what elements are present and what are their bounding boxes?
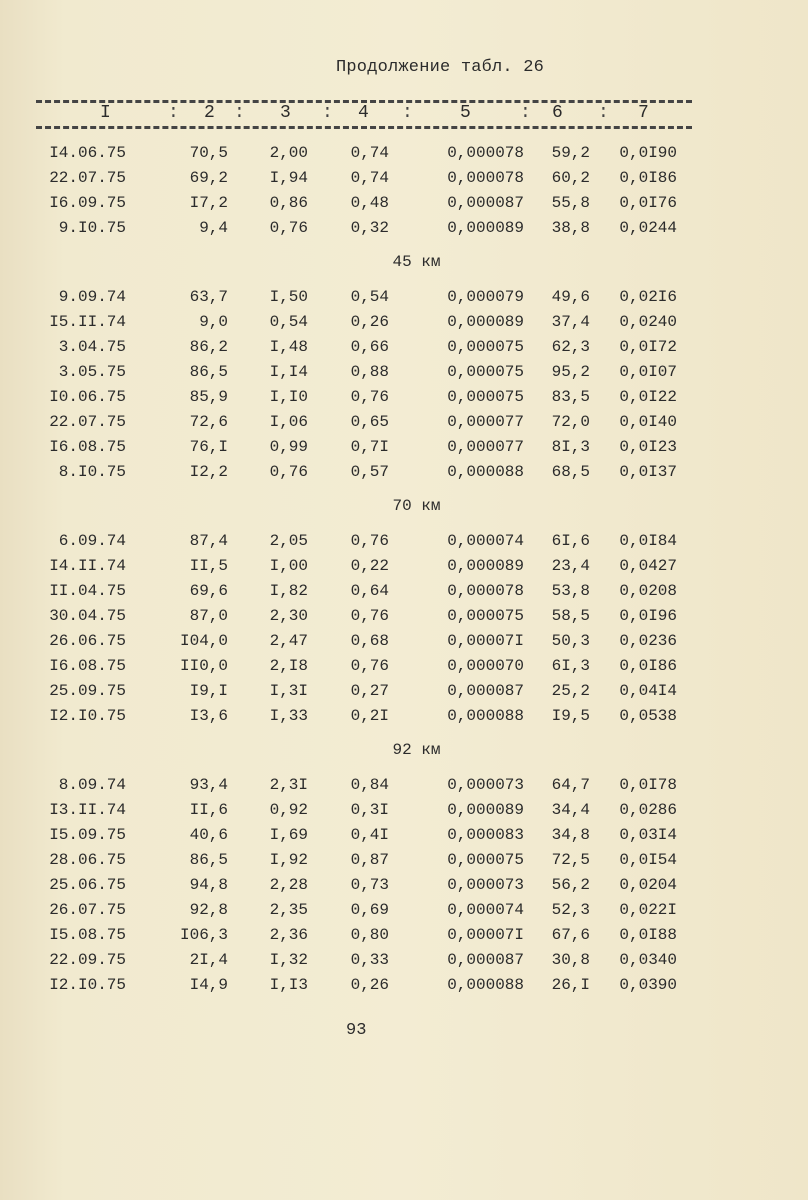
col5-cell: 0,000089 xyxy=(447,800,524,819)
col3-cell: I,32 xyxy=(269,950,308,969)
col7-cell: 0,03I4 xyxy=(619,825,677,844)
col4-cell: 0,88 xyxy=(350,362,389,381)
date-cell: 26.07.75 xyxy=(49,900,126,919)
col4-cell: 0,32 xyxy=(350,218,389,237)
date-cell: I2.I0.75 xyxy=(49,975,126,994)
col3-cell: 2,3I xyxy=(269,775,308,794)
col3-cell: I,I3 xyxy=(269,975,308,994)
col4-cell: 0,26 xyxy=(350,312,389,331)
table-row xyxy=(36,872,677,897)
col5-cell: 0,000088 xyxy=(447,706,524,725)
col4-cell: 0,22 xyxy=(350,556,389,575)
col6-cell: 8I,3 xyxy=(551,437,590,456)
col7-cell: 0,0538 xyxy=(619,706,677,725)
date-cell: 3.05.75 xyxy=(58,362,126,381)
col7-cell: 0,0244 xyxy=(619,218,677,237)
col7-cell: 0,0I90 xyxy=(619,143,677,162)
col3-cell: 0,92 xyxy=(269,800,308,819)
section-heading-row xyxy=(36,728,677,772)
col7-cell: 0,0I96 xyxy=(619,606,677,625)
table-row xyxy=(36,528,677,553)
date-cell: I2.I0.75 xyxy=(49,706,126,725)
col5-cell: 0,000075 xyxy=(447,362,524,381)
col7-cell: 0,02I6 xyxy=(619,287,677,306)
column-header-4: 4 xyxy=(358,103,369,123)
col2-cell: 94,8 xyxy=(189,875,228,894)
col4-cell: 0,2I xyxy=(350,706,389,725)
col6-cell: 60,2 xyxy=(551,168,590,187)
col4-cell: 0,65 xyxy=(350,412,389,431)
date-cell: I6.09.75 xyxy=(49,193,126,212)
col6-cell: 25,2 xyxy=(551,681,590,700)
col7-cell: 0,0I37 xyxy=(619,462,677,481)
col2-cell: 86,5 xyxy=(189,362,228,381)
col2-cell: I3,6 xyxy=(189,706,228,725)
col4-cell: 0,74 xyxy=(350,143,389,162)
col3-cell: I,69 xyxy=(269,825,308,844)
col2-cell: 76,I xyxy=(189,437,228,456)
col7-cell: 0,0I40 xyxy=(619,412,677,431)
col6-cell: 30,8 xyxy=(551,950,590,969)
col5-cell: 0,000075 xyxy=(447,337,524,356)
col6-cell: 37,4 xyxy=(551,312,590,331)
col6-cell: 56,2 xyxy=(551,875,590,894)
col5-cell: 0,00007I xyxy=(447,925,524,944)
col3-cell: 2,I8 xyxy=(269,656,308,675)
col2-cell: 69,6 xyxy=(189,581,228,600)
date-cell: I5.II.74 xyxy=(49,312,126,331)
date-cell: I3.II.74 xyxy=(49,800,126,819)
col7-cell: 0,0I22 xyxy=(619,387,677,406)
col2-cell: 93,4 xyxy=(189,775,228,794)
col7-cell: 0,0I54 xyxy=(619,850,677,869)
col6-cell: 23,4 xyxy=(551,556,590,575)
table-row xyxy=(36,678,677,703)
col5-cell: 0,000078 xyxy=(447,581,524,600)
col2-cell: 70,5 xyxy=(189,143,228,162)
col6-cell: 6I,3 xyxy=(551,656,590,675)
col4-cell: 0,7I xyxy=(350,437,389,456)
col2-cell: 87,4 xyxy=(189,531,228,550)
table-row xyxy=(36,284,677,309)
date-cell: 8.09.74 xyxy=(58,775,126,794)
col5-cell: 0,000078 xyxy=(447,168,524,187)
col3-cell: I,3I xyxy=(269,681,308,700)
col3-cell: 2,05 xyxy=(269,531,308,550)
col3-cell: I,48 xyxy=(269,337,308,356)
data-table xyxy=(36,140,677,997)
date-cell: 22.09.75 xyxy=(49,950,126,969)
table-row xyxy=(36,384,677,409)
col7-cell: 0,0I88 xyxy=(619,925,677,944)
col4-cell: 0,80 xyxy=(350,925,389,944)
col4-cell: 0,69 xyxy=(350,900,389,919)
col2-cell: I9,I xyxy=(189,681,228,700)
col2-cell: I4,9 xyxy=(189,975,228,994)
col5-cell: 0,000088 xyxy=(447,462,524,481)
date-cell: I4.06.75 xyxy=(49,143,126,162)
col4-cell: 0,4I xyxy=(350,825,389,844)
col6-cell: 58,5 xyxy=(551,606,590,625)
col5-cell: 0,000070 xyxy=(447,656,524,675)
column-header-1: I xyxy=(100,103,111,123)
col7-cell: 0,0I23 xyxy=(619,437,677,456)
col4-cell: 0,48 xyxy=(350,193,389,212)
col4-cell: 0,64 xyxy=(350,581,389,600)
col2-cell: 69,2 xyxy=(189,168,228,187)
column-separator: : xyxy=(520,103,531,123)
col2-cell: 86,5 xyxy=(189,850,228,869)
date-cell: 25.06.75 xyxy=(49,875,126,894)
col5-cell: 0,00007I xyxy=(447,631,524,650)
table-row xyxy=(36,822,677,847)
table-row xyxy=(36,165,677,190)
col6-cell: 67,6 xyxy=(551,925,590,944)
col3-cell: I,06 xyxy=(269,412,308,431)
column-header-3: 3 xyxy=(280,103,291,123)
col5-cell: 0,000088 xyxy=(447,975,524,994)
col6-cell: 72,0 xyxy=(551,412,590,431)
col3-cell: 2,30 xyxy=(269,606,308,625)
col4-cell: 0,3I xyxy=(350,800,389,819)
col6-cell: 62,3 xyxy=(551,337,590,356)
table-row xyxy=(36,459,677,484)
col5-cell: 0,000087 xyxy=(447,681,524,700)
col3-cell: 0,76 xyxy=(269,462,308,481)
col5-cell: 0,000073 xyxy=(447,875,524,894)
col7-cell: 0,0I84 xyxy=(619,531,677,550)
date-cell: I0.06.75 xyxy=(49,387,126,406)
date-cell: 25.09.75 xyxy=(49,681,126,700)
table-row xyxy=(36,797,677,822)
section-heading: 92 км xyxy=(392,741,441,759)
col6-cell: 38,8 xyxy=(551,218,590,237)
col2-cell: I7,2 xyxy=(189,193,228,212)
date-cell: I6.08.75 xyxy=(49,656,126,675)
col5-cell: 0,000077 xyxy=(447,437,524,456)
col2-cell: I04,0 xyxy=(179,631,228,650)
col2-cell: II,5 xyxy=(189,556,228,575)
col6-cell: 50,3 xyxy=(551,631,590,650)
col2-cell: 72,6 xyxy=(189,412,228,431)
col6-cell: I9,5 xyxy=(551,706,590,725)
table-row xyxy=(36,897,677,922)
col6-cell: 64,7 xyxy=(551,775,590,794)
date-cell: 6.09.74 xyxy=(58,531,126,550)
col3-cell: I,I4 xyxy=(269,362,308,381)
col7-cell: 0,0I76 xyxy=(619,193,677,212)
col7-cell: 0,0208 xyxy=(619,581,677,600)
table-caption: Продолжение табл. 26 xyxy=(336,58,545,77)
column-separator: : xyxy=(234,103,245,123)
table-row xyxy=(36,972,677,997)
col4-cell: 0,73 xyxy=(350,875,389,894)
col3-cell: I,50 xyxy=(269,287,308,306)
date-cell: 8.I0.75 xyxy=(58,462,126,481)
section-heading: 45 км xyxy=(392,253,441,271)
col4-cell: 0,26 xyxy=(350,975,389,994)
col4-cell: 0,76 xyxy=(350,531,389,550)
col6-cell: 83,5 xyxy=(551,387,590,406)
table-row xyxy=(36,703,677,728)
col3-cell: 0,86 xyxy=(269,193,308,212)
col6-cell: 55,8 xyxy=(551,193,590,212)
col3-cell: 2,35 xyxy=(269,900,308,919)
col7-cell: 0,0204 xyxy=(619,875,677,894)
col3-cell: I,82 xyxy=(269,581,308,600)
col3-cell: 0,76 xyxy=(269,218,308,237)
date-cell: I6.08.75 xyxy=(49,437,126,456)
column-separator: : xyxy=(322,103,333,123)
section-heading-row xyxy=(36,484,677,528)
col7-cell: 0,0340 xyxy=(619,950,677,969)
table-row xyxy=(36,334,677,359)
column-separator: : xyxy=(168,103,179,123)
col5-cell: 0,000074 xyxy=(447,531,524,550)
col5-cell: 0,000075 xyxy=(447,606,524,625)
col6-cell: 52,3 xyxy=(551,900,590,919)
col7-cell: 0,0I78 xyxy=(619,775,677,794)
date-cell: 22.07.75 xyxy=(49,168,126,187)
col3-cell: 2,28 xyxy=(269,875,308,894)
col7-cell: 0,0I72 xyxy=(619,337,677,356)
col5-cell: 0,000074 xyxy=(447,900,524,919)
table-row xyxy=(36,359,677,384)
col7-cell: 0,0427 xyxy=(619,556,677,575)
col5-cell: 0,000089 xyxy=(447,556,524,575)
table-row xyxy=(36,922,677,947)
col6-cell: 59,2 xyxy=(551,143,590,162)
col4-cell: 0,57 xyxy=(350,462,389,481)
table-row xyxy=(36,309,677,334)
date-cell: I5.09.75 xyxy=(49,825,126,844)
col7-cell: 0,04I4 xyxy=(619,681,677,700)
col3-cell: 2,47 xyxy=(269,631,308,650)
col2-cell: 9,0 xyxy=(199,312,228,331)
col5-cell: 0,000073 xyxy=(447,775,524,794)
col5-cell: 0,000075 xyxy=(447,850,524,869)
column-separator: : xyxy=(598,103,609,123)
col5-cell: 0,000075 xyxy=(447,387,524,406)
header-rule-bottom xyxy=(36,126,692,129)
table-row xyxy=(36,553,677,578)
table-row xyxy=(36,578,677,603)
table-row xyxy=(36,653,677,678)
col5-cell: 0,000089 xyxy=(447,312,524,331)
col2-cell: II,6 xyxy=(189,800,228,819)
col7-cell: 0,0I86 xyxy=(619,656,677,675)
col3-cell: I,92 xyxy=(269,850,308,869)
column-header-5: 5 xyxy=(460,103,471,123)
col6-cell: 34,8 xyxy=(551,825,590,844)
col2-cell: 86,2 xyxy=(189,337,228,356)
table-row xyxy=(36,140,677,165)
col6-cell: 49,6 xyxy=(551,287,590,306)
section-heading: 70 км xyxy=(392,497,441,515)
col4-cell: 0,84 xyxy=(350,775,389,794)
col3-cell: 0,99 xyxy=(269,437,308,456)
col2-cell: 87,0 xyxy=(189,606,228,625)
col4-cell: 0,54 xyxy=(350,287,389,306)
col4-cell: 0,27 xyxy=(350,681,389,700)
date-cell: 28.06.75 xyxy=(49,850,126,869)
col4-cell: 0,66 xyxy=(350,337,389,356)
table-row xyxy=(36,628,677,653)
table-row xyxy=(36,434,677,459)
col2-cell: 63,7 xyxy=(189,287,228,306)
col7-cell: 0,0240 xyxy=(619,312,677,331)
col6-cell: 34,4 xyxy=(551,800,590,819)
col5-cell: 0,000079 xyxy=(447,287,524,306)
col3-cell: I,94 xyxy=(269,168,308,187)
col4-cell: 0,87 xyxy=(350,850,389,869)
date-cell: 3.04.75 xyxy=(58,337,126,356)
col7-cell: 0,0236 xyxy=(619,631,677,650)
col4-cell: 0,68 xyxy=(350,631,389,650)
col2-cell: 40,6 xyxy=(189,825,228,844)
col7-cell: 0,0I86 xyxy=(619,168,677,187)
table-row xyxy=(36,603,677,628)
col5-cell: 0,000089 xyxy=(447,218,524,237)
table-row xyxy=(36,847,677,872)
column-header-7: 7 xyxy=(638,103,649,123)
table-row xyxy=(36,947,677,972)
col3-cell: I,I0 xyxy=(269,387,308,406)
col2-cell: I2,2 xyxy=(189,462,228,481)
column-header-2: 2 xyxy=(204,103,215,123)
col7-cell: 0,0I07 xyxy=(619,362,677,381)
col2-cell: II0,0 xyxy=(179,656,228,675)
col7-cell: 0,0286 xyxy=(619,800,677,819)
col2-cell: 9,4 xyxy=(199,218,228,237)
date-cell: 9.09.74 xyxy=(58,287,126,306)
col2-cell: 2I,4 xyxy=(189,950,228,969)
col4-cell: 0,74 xyxy=(350,168,389,187)
col2-cell: I06,3 xyxy=(179,925,228,944)
table-row xyxy=(36,190,677,215)
col4-cell: 0,76 xyxy=(350,387,389,406)
date-cell: I4.II.74 xyxy=(49,556,126,575)
date-cell: 9.I0.75 xyxy=(58,218,126,237)
col3-cell: 0,54 xyxy=(269,312,308,331)
col2-cell: 85,9 xyxy=(189,387,228,406)
date-cell: 22.07.75 xyxy=(49,412,126,431)
col3-cell: I,00 xyxy=(269,556,308,575)
date-cell: 30.04.75 xyxy=(49,606,126,625)
col4-cell: 0,76 xyxy=(350,606,389,625)
col6-cell: 53,8 xyxy=(551,581,590,600)
col2-cell: 92,8 xyxy=(189,900,228,919)
column-header-6: 6 xyxy=(552,103,563,123)
col3-cell: 2,36 xyxy=(269,925,308,944)
col6-cell: 26,I xyxy=(551,975,590,994)
date-cell: II.04.75 xyxy=(49,581,126,600)
col5-cell: 0,000083 xyxy=(447,825,524,844)
page-number: 93 xyxy=(346,1021,367,1040)
col7-cell: 0,0390 xyxy=(619,975,677,994)
date-cell: 26.06.75 xyxy=(49,631,126,650)
col4-cell: 0,33 xyxy=(350,950,389,969)
date-cell: I5.08.75 xyxy=(49,925,126,944)
col4-cell: 0,76 xyxy=(350,656,389,675)
col3-cell: I,33 xyxy=(269,706,308,725)
col6-cell: 72,5 xyxy=(551,850,590,869)
col7-cell: 0,022I xyxy=(619,900,677,919)
col5-cell: 0,000087 xyxy=(447,193,524,212)
col5-cell: 0,000087 xyxy=(447,950,524,969)
table-row xyxy=(36,409,677,434)
col5-cell: 0,000077 xyxy=(447,412,524,431)
col5-cell: 0,000078 xyxy=(447,143,524,162)
col6-cell: 6I,6 xyxy=(551,531,590,550)
column-separator: : xyxy=(402,103,413,123)
section-heading-row xyxy=(36,240,677,284)
col6-cell: 95,2 xyxy=(551,362,590,381)
column-header-row xyxy=(36,103,692,127)
table-row xyxy=(36,772,677,797)
col6-cell: 68,5 xyxy=(551,462,590,481)
col3-cell: 2,00 xyxy=(269,143,308,162)
table-row xyxy=(36,215,677,240)
